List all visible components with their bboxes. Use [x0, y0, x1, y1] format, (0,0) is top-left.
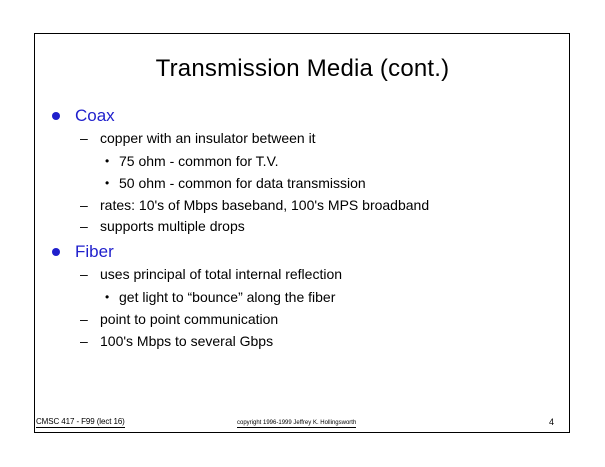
- item-text: point to point communication: [100, 311, 279, 327]
- item-p2p: [80, 311, 278, 327]
- bullet-dot-icon: [52, 248, 60, 256]
- dash-icon: –: [80, 197, 88, 213]
- subitem-text: 75 ohm - common for T.V.: [119, 153, 279, 169]
- item-text: copper with an insulator between it: [100, 130, 316, 146]
- item-text: supports multiple drops: [100, 218, 245, 234]
- subitem-75ohm: [105, 153, 279, 169]
- item-drops: [80, 218, 245, 234]
- footer-copyright: copyright 1996-1999 Jeffrey K. Hollingsworth: [237, 420, 357, 426]
- small-bullet-icon: •: [105, 154, 110, 168]
- bullet-dot-icon: [52, 112, 60, 120]
- dash-icon: –: [80, 333, 88, 349]
- item-copper: [80, 130, 316, 146]
- subitem-text: get light to “bounce” along the fiber: [119, 289, 336, 305]
- page-number: 4: [549, 417, 555, 427]
- small-bullet-icon: •: [105, 176, 110, 190]
- heading-coax: Coax: [75, 106, 115, 125]
- item-text: rates: 10's of Mbps baseband, 100's MPS broadband: [100, 197, 430, 213]
- dash-icon: –: [80, 130, 88, 146]
- bullet-fiber: [52, 242, 114, 262]
- subitem-text: 50 ohm - common for data transmission: [119, 175, 366, 191]
- slide-title: Transmission Media (cont.): [155, 55, 450, 82]
- item-text: 100's Mbps to several Gbps: [100, 333, 274, 349]
- dash-icon: –: [80, 311, 88, 327]
- subitem-bounce: [105, 289, 335, 305]
- footer-course: CMSC 417 - F99 (lect 16): [36, 417, 125, 426]
- heading-fiber: Fiber: [75, 242, 114, 261]
- subitem-50ohm: [105, 175, 366, 191]
- small-bullet-icon: •: [105, 290, 110, 304]
- item-rates: [80, 197, 429, 213]
- item-gbps: [80, 333, 273, 349]
- dash-icon: –: [80, 218, 88, 234]
- bullet-coax: [52, 106, 115, 126]
- item-text: uses principal of total internal reflection: [100, 266, 343, 282]
- dash-icon: –: [80, 266, 88, 282]
- item-reflection: [80, 266, 342, 282]
